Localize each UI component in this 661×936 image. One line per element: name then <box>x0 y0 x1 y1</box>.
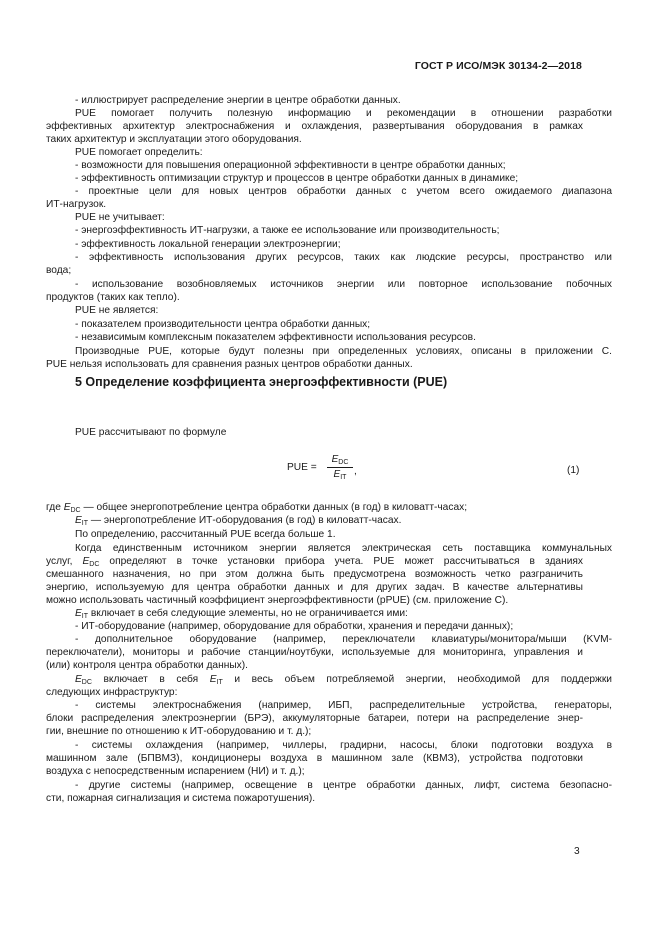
formula-number: (1) <box>567 465 580 476</box>
text-line: По определению, рассчитанный PUE всегда больше 1. <box>75 529 336 540</box>
text-line: - иллюстрирует распределение энергии в центре обработки данных. <box>75 95 401 106</box>
text-line: $E_{IT}$ включает в себя следующие элементы, но не ограничивается ими: <box>75 608 408 620</box>
text-line: - эффективность оптимизации структур и процессов в центре обработки данных в динамике; <box>75 173 519 184</box>
text-line: смешанного назначения, но при этом должна быть предусмотрена возможность четко разграничить <box>46 569 583 580</box>
text-line: сти, пожарная сигнализация и система пожаротушения). <box>46 793 316 804</box>
text-line: PUE помогает получить полезную информацию и рекомендации в отношении разработки <box>75 108 612 119</box>
text-line: - дополнительное оборудование (например, переключатели клавиатуры/монитора/мыши (KVM- <box>75 634 612 645</box>
text-line: таких архитектур и эксплуатации этого оборудования. <box>46 134 302 145</box>
where-line: где $E_{DC}$ — общее энергопотребление центра обработки данных (в год) в киловатт-часах; <box>46 502 468 514</box>
text-line: - системы электроснабжения (например, ИБП, распределительные устройства, генераторы, <box>75 700 612 711</box>
text-line: - показателем производительности центра обработки данных; <box>75 319 371 330</box>
text-line: Производные PUE, которые будут полезны при определенных условиях, описаны в приложении С. <box>75 346 612 357</box>
text-line: вода; <box>46 265 72 276</box>
formula-lhs: PUE = <box>287 462 317 473</box>
text-line: услуг, $E_{DC}$ определяют в точке установки прибора учета. PUE может рассчитываться в зданиях <box>46 556 584 568</box>
page-number: 3 <box>574 846 580 857</box>
formula-fraction <box>327 454 353 481</box>
text-line: - эффективность использования других ресурсов, таких как людские ресурсы, пространство или <box>75 252 612 263</box>
text-line: переключатели), мониторы и рабочие станции/ноутбуки, используемые для мониторинга, управления и <box>46 647 583 658</box>
text-line: можно использовать частичный коэффициент энергоэффективности (pPUE) (см. приложение С). <box>46 595 509 606</box>
text-line: продуктов (таких как тепло). <box>46 292 180 303</box>
text-line: - использование возобновляемых источников энергии или повторное использование побочных <box>75 279 612 290</box>
formula-numerator: $E_{DC}$ <box>327 454 353 468</box>
formula-denominator: $E_{IT}$ <box>333 469 347 481</box>
text-line: PUE помогает определить: <box>75 147 203 158</box>
text-line: - другие системы (например, освещение в центре обработки данных, лифт, система безопасно- <box>75 780 612 791</box>
text-line: - проектные цели для новых центров обработки данных с учетом всего ожидаемого диапазона <box>75 186 612 197</box>
text-line: гии, внешние по отношению к ИТ-оборудованию и т. д.); <box>46 726 312 737</box>
text-line: - системы охлаждения (например, чиллеры, градирни, насосы, блоки подготовки воздуха в <box>75 740 612 751</box>
text-line: энергию, используемую для центра обработки данных и для других задач. В качестве альтернативы <box>46 582 583 593</box>
text-line: - возможности для повышения операционной эффективности в центре обработки данных; <box>75 160 506 171</box>
text-line: машинном зале (БПВМЗ), кондиционеры воздуха в машинном зале (КВМЗ), устройства подготовки <box>46 753 583 764</box>
text-line: эффективных архитектур электроснабжения и охлаждения, развертывания оборудования в рамках <box>46 121 583 132</box>
formula-intro: PUE рассчитывают по формуле <box>75 427 227 438</box>
text-line: блоки распределения электроэнергии (БРЭ), аккумуляторные батареи, потери на распределение энер- <box>46 713 583 724</box>
section-heading: 5 Определение коэффициента энергоэффективности (PUE) <box>75 375 448 389</box>
text-line: PUE не учитывает: <box>75 212 165 223</box>
text-line: PUE не является: <box>75 305 159 316</box>
text-line: ИТ-нагрузок. <box>46 199 107 210</box>
formula-comma: , <box>354 466 357 477</box>
text-line: Когда единственным источником энергии является электрическая сеть поставщика коммунальных <box>75 543 612 554</box>
text-line: воздуха с непосредственным испарением (НИ) и т. д.); <box>46 766 305 777</box>
text-line: - эффективность локальной генерации электроэнергии; <box>75 239 341 250</box>
text-line: (или) контроля центра обработки данных). <box>46 660 248 671</box>
where-line: $E_{IT}$ — энергопотребление ИТ-оборудования (в год) в киловатт-часах. <box>75 515 402 527</box>
text-line: PUE нельзя использовать для сравнения разных центров обработки данных. <box>46 359 413 370</box>
document-header: ГОСТ Р ИСО/МЭК 30134-2—2018 <box>414 60 582 72</box>
text-line: $E_{DC}$ включает в себя $E_{IT}$ и весь объем потребляемой энергии, необходимой для поддержки <box>75 674 612 686</box>
text-line: - независимым комплексным показателем эффективности использования ресурсов. <box>75 332 476 343</box>
text-line: следующих инфраструктур: <box>46 687 178 698</box>
text-line: - энергоэффективность ИТ-нагрузки, а также ее использование или производительность; <box>75 225 500 236</box>
text-line: - ИТ-оборудование (например, оборудование для обработки, хранения и передачи данных); <box>75 621 514 632</box>
